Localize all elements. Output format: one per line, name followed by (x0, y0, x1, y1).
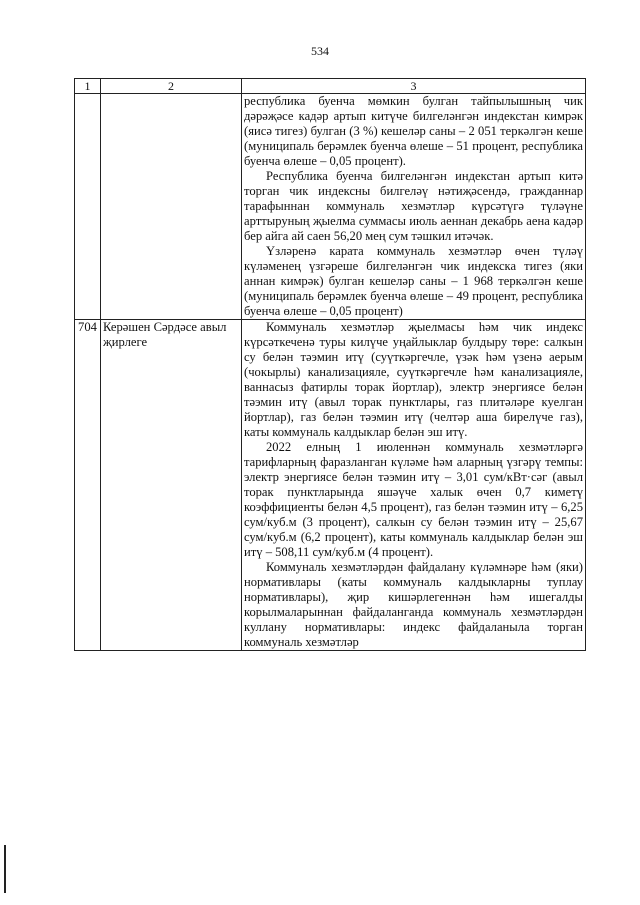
scan-edge-mark (4, 845, 6, 893)
row-description (242, 94, 586, 320)
table-row (75, 94, 586, 320)
paragraph: Үзләренә карата коммуналь хезмәтләр өчен түләү күләменең үзгәреше билгеләнгән чик индекска тигез (яки аннан кимрәк) булган кешеләр саны – 1 968 теркәлгән кеше (муниципаль берәмлек буенча өлеше – 49 процент, республика буенча өлеше – 0,05 процент) (244, 244, 583, 318)
document-table (74, 78, 586, 651)
paragraph: Коммуналь хезмәтләр җыелмасы һәм чик индекс күрсәткеченә туры килүче уңайлыклар булдыру төре: салкын су белән тәэмин итү (суүткәргечле, үзәк һәм үзенә аерым (чокырлы) канализацияле, суүткәргечле һәм канализацияле, ваннасыз фатирлы торак йортлар), электр энергиясе белән тәэмин итү (авыл торак пунктлары, газ плитәләре куелган йортлар), газ белән тәэмин итү (челтәр аша бирелүче газ), каты коммуналь калдыклар белән эш итү. (244, 320, 583, 439)
page-number: 534 (311, 44, 329, 58)
table-row (75, 320, 586, 651)
header-col-1: 1 (75, 79, 101, 94)
settlement-name (101, 94, 242, 320)
paragraph: 2022 елның 1 июленнән коммуналь хезмәтләргә тарифларның фаразланган күләме һәм аларның үзгәрү темпы: электр энергиясе белән тәэмин итү – 3,01 сум/кВт·сәг (авыл торак пунктларында яшәүче халык өчен 0,7 киметү коэффициенты белән 4,5 процент), газ белән тәэмин итү – 6,25 сум/куб.м (3 процент), салкын су белән тәэмин итү – 25,67 сум/куб.м (6,2 процент), каты коммуналь калдыклар белән эш итү – 508,11 сум/куб.м (4 процент). (244, 440, 583, 559)
paragraph: Коммуналь хезмәтләрдән файдалану күләмнәре һәм (яки) нормативлары (каты коммуналь калдыкларны туплау нормативлары), җир кишәрлегеннән һәм ишегалды корылмаларыннан файдаланганда коммуналь хезмәтләрдән куллану нормативлары: индекс файдаланыла торган коммуналь хезмәтләр (244, 560, 583, 649)
row-number: 704 (75, 320, 101, 651)
row-description (242, 320, 586, 651)
paragraph: республика буенча мөмкин булган тайпылышның чик дәрәҗәсе кадәр артып китүче билгеләнгән индекстан кимрәк (яисә тигез) булган (3 %) кешеләр саны – 2 051 теркәлгән кеше (муниципаль берәмлек буенча өлеше – 51 процент, республика буенча өлеше – 0,05 процент). (244, 94, 583, 168)
header-col-2: 2 (101, 79, 242, 94)
row-number (75, 94, 101, 320)
header-col-3: 3 (242, 79, 586, 94)
table-header-row (75, 79, 586, 94)
settlement-name: Керәшен Сәрдәсе авыл җирлеге (101, 320, 242, 651)
paragraph: Республика буенча билгеләнгән индекстан артып китә торган чик индексны билгеләү нәтиҗәсендә, гражданнар тарафыннан коммуналь хезмәтләр күрсәтүгә түләүне арттыруның җыелма суммасы июль аеннан декабрь аена кадәр бер айга ай саен 56,20 мең сум тәшкил итәчәк. (244, 169, 583, 243)
